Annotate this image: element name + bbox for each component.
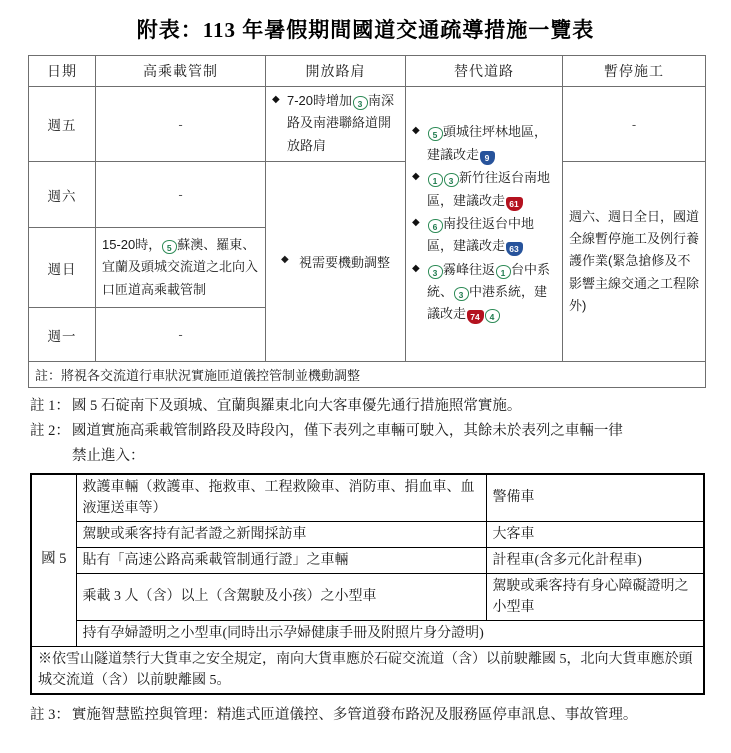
freeway-badge-4-icon: 4 [485, 309, 500, 323]
table-row-saturday [29, 162, 706, 228]
header-hov-control: 高乘載管制 [96, 56, 266, 87]
freeway-badge-3d-icon: 3 [454, 287, 469, 301]
provincial-badge-61-icon: 61 [506, 197, 523, 211]
table-row-friday [29, 87, 706, 162]
cell-day-monday: 週一 [29, 308, 96, 362]
alt-route-item-1 [412, 121, 556, 166]
vehicle-row-4 [31, 573, 704, 620]
freeway-badge-1b-icon: 1 [496, 265, 511, 279]
schedule-table-container [0, 55, 731, 388]
provincial-badge-74-icon: 74 [467, 310, 484, 324]
shoulder-friday-time: 7-20時增加 [287, 93, 353, 108]
note-3 [0, 695, 731, 724]
note-2 [30, 420, 705, 443]
freeway-badge-5-icon: 5 [428, 127, 443, 141]
shoulder-friday-bullet [272, 90, 399, 157]
vehicle-cell-full-row: 持有孕婦證明之小型車(同時出示孕婦健康手冊及附照片身分證明) [76, 620, 704, 646]
vehicle-row-5 [31, 620, 704, 646]
cell-day-sunday: 週日 [29, 228, 96, 308]
note-2-text: 國道實施高乘載管制路段及時段內，僅下表列之車輛可駛入，其餘未於表列之車輛一律 [71, 423, 623, 440]
cell-hov-friday: - [96, 87, 266, 162]
vehicle-table-row-label: 國 5 [31, 474, 76, 647]
cell-construction-friday: - [563, 87, 706, 162]
alt-route-4-text-b: 台中系統、 [427, 261, 551, 299]
vehicle-cell-left-1: 救護車輛（救護車、拖救車、工程救險車、消防車、捐血車、血液運送車等） [76, 474, 486, 522]
cell-hov-monday: - [96, 308, 266, 362]
vehicle-cell-right-2: 大客車 [486, 521, 704, 547]
alt-route-3-text: 南投往返台中地區，建議改走 [427, 215, 535, 254]
vehicle-table-container [0, 469, 731, 695]
vehicle-table-footnote: ※依雪山隧道禁行大貨車之安全規定，南向大貨車應於石碇交流道（含）以前駛離國 5，北向大貨車應於頭城交流道（含）以前駛離國 5。 [31, 646, 704, 694]
hov-sunday-time: 15-20時， [102, 237, 162, 253]
note-1 [30, 395, 705, 418]
shoulder-merged-text: ◆ 視需要機動調整 [281, 252, 390, 271]
traffic-schedule-table [28, 55, 706, 388]
cell-alternate-routes-merged [406, 87, 563, 362]
table-row-note [29, 362, 706, 388]
shoulder-friday-text: 南深路及南港聯絡道開放路肩 [287, 93, 395, 153]
header-open-shoulder: 開放路肩 [266, 56, 406, 87]
hov-sunday-text: 蘇澳、羅東、宜蘭及頭城交流道之北向入口匝道高乘載管制 [102, 237, 259, 297]
header-alternate-routes: 替代道路 [406, 56, 563, 87]
vehicle-cell-left-4: 乘載 3 人（含）以上（含駕駛及小孩）之小型車 [76, 573, 486, 620]
freeway-badge-6-icon: 6 [428, 219, 443, 233]
vehicle-cell-right-4: 駕駛或乘客持有身心障礙證明之小型車 [486, 573, 704, 620]
note-2-label: 註 2： [30, 423, 70, 440]
note-1-text: 國 5 石碇南下及頭城、宜蘭與羅東北向大客車優先通行措施照常實施。 [71, 398, 522, 415]
note-1-label: 註 1： [30, 398, 70, 415]
permitted-vehicles-table [30, 473, 705, 695]
page-title: 附表：113 年暑假期間國道交通疏導措施一覽表 [136, 18, 595, 42]
alt-route-2-text: 新竹往返台南地區，建議改走 [427, 170, 551, 208]
vehicle-cell-right-3: 計程車(含多元化計程車) [486, 547, 704, 573]
vehicle-row-1 [31, 474, 704, 522]
alt-route-1-text: 頭城往坪林地區，建議改走 [427, 124, 548, 162]
note-3-label: 註 3： [30, 706, 70, 723]
vehicle-cell-right-1: 警備車 [486, 474, 704, 522]
vehicle-cell-left-3: 貼有「高速公路高乘載管制通行證」之車輛 [76, 547, 486, 573]
cell-construction-merged: 週六、週日全日，國道全線暫停施工及例行養護作業(緊急搶修及不影響主線交通之工程除外) [563, 162, 706, 362]
note-2-continuation: 禁止進入： [72, 448, 145, 465]
freeway-badge-5b-icon: 5 [162, 240, 177, 254]
cell-hov-saturday: - [96, 162, 266, 228]
cell-shoulder-friday [266, 87, 406, 162]
cell-day-saturday: 週六 [29, 162, 96, 228]
vehicle-row-3 [31, 547, 704, 573]
alt-route-item-2 [412, 167, 556, 212]
note-3-text: 實施智慧監控與管理：精進式匝道儀控、多管道發布路況及服務區停車訊息、事故管理。 [71, 706, 638, 723]
vehicle-cell-left-2: 駕駛或乘客持有記者證之新聞採訪車 [76, 521, 486, 547]
freeway-badge-3-icon: 3 [353, 96, 368, 110]
alt-route-4-text-a: 霧峰往返 [443, 261, 496, 277]
vehicle-row-2 [31, 521, 704, 547]
table-header-row [29, 56, 706, 87]
provincial-badge-63-icon: 63 [506, 242, 523, 256]
freeway-badge-3b-icon: 3 [444, 173, 459, 187]
cell-table-note: 註：將視各交流道行車狀況實施匝道儀控管制並機動調整 [29, 362, 706, 388]
cell-day-friday: 週五 [29, 87, 96, 162]
alt-route-4-text-c: 中港系統，建議改走 [427, 283, 548, 322]
alt-route-item-3 [412, 213, 556, 258]
freeway-badge-3c-icon: 3 [428, 265, 443, 279]
notes-section [0, 388, 731, 469]
cell-shoulder-merged [266, 162, 406, 362]
cell-hov-sunday [96, 228, 266, 308]
vehicle-row-footnote [31, 646, 704, 694]
provincial-badge-9-icon: 9 [480, 151, 495, 165]
header-date: 日期 [29, 56, 96, 87]
freeway-badge-1-icon: 1 [428, 173, 443, 187]
alt-route-item-4 [412, 259, 556, 326]
header-suspended-construction: 暫停施工 [563, 56, 706, 87]
